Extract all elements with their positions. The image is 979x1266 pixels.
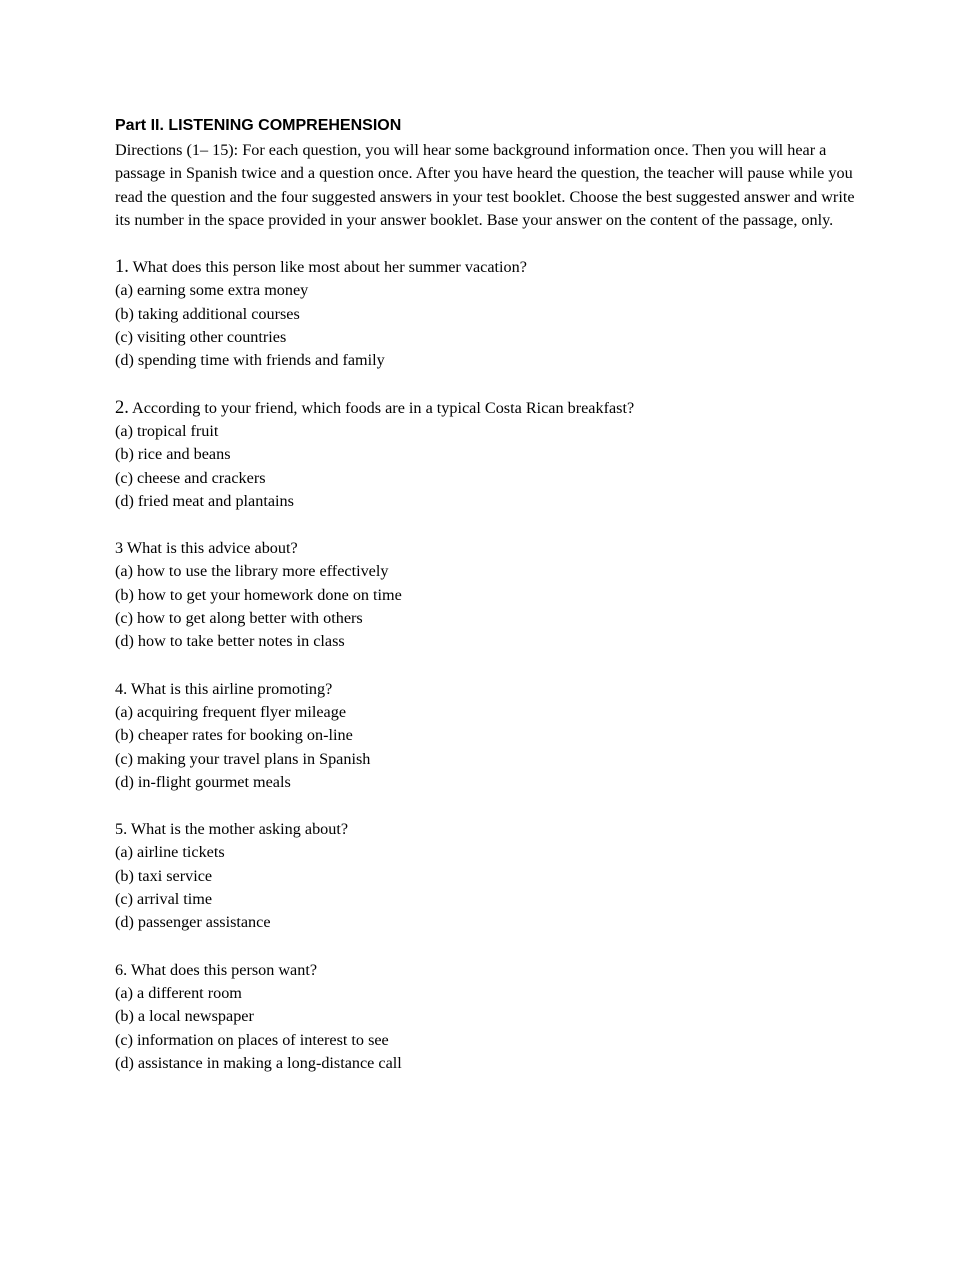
document-page [115,116,855,1075]
question-stem [115,256,855,279]
question-number: 2. [115,397,129,418]
answer-option: (c) visiting other countries [115,328,287,347]
question-stem [115,397,855,420]
answer-option: (a) acquiring frequent flyer mileage [115,702,347,721]
question-number: 4. [115,679,128,698]
answer-option: (a) a different room [115,983,242,1002]
question-6 [115,959,855,1075]
answer-option: (d) passenger assistance [115,913,271,932]
answer-option: (b) taking additional courses [115,304,300,323]
answer-option: (c) arrival time [115,890,213,909]
answer-option: (d) fried meat and plantains [115,491,294,510]
question-text: What is this airline promoting? [130,679,333,698]
answer-option: (c) information on places of interest to see [115,1030,389,1049]
question-number: 1. [115,257,129,278]
answer-option: (a) airline tickets [115,843,225,862]
answer-option: (c) making your travel plans in Spanish [115,749,371,768]
question-3 [115,537,855,653]
answer-option: (c) how to get along better with others [115,609,363,628]
question-number: 3 [115,539,124,558]
answer-option: (b) cheaper rates for booking on-line [115,726,353,745]
answer-option: (d) assistance in making a long-distance call [115,1053,402,1072]
answer-option: (d) spending time with friends and family [115,351,385,370]
answer-option: (a) tropical fruit [115,421,219,440]
answer-option: (b) taxi service [115,866,213,885]
question-stem [115,959,855,982]
question-1 [115,256,855,372]
directions-paragraph: Directions (1– 15): For each question, you will hear some background information once. Then you will hear a passage in Spanish twice and a question once. After you have heard the question, the teacher will pause while you read the question and the four suggested answers in your test booklet. Choose the best suggested answer and write its number in the space provided in your answer booklet. Base your answer on the content of the passage, only. [115,141,855,229]
question-2 [115,397,855,513]
answer-option: (a) earning some extra money [115,281,309,300]
answer-option: (c) cheese and crackers [115,468,266,487]
question-stem [115,537,855,560]
question-text: What is this advice about? [126,539,298,558]
question-4 [115,678,855,794]
question-5 [115,818,855,934]
section-heading: Part II. LISTENING COMPREHENSION [115,117,402,134]
question-stem [115,818,855,841]
answer-option: (b) rice and beans [115,445,231,464]
question-number: 5. [115,820,128,839]
answer-option: (a) how to use the library more effectively [115,562,389,581]
question-text: What does this person like most about her summer vacation? [128,258,527,277]
question-number: 6. [115,960,128,979]
answer-option: (d) in-flight gourmet meals [115,772,291,791]
question-text: What is the mother asking about? [130,820,349,839]
answer-option: (b) a local newspaper [115,1007,254,1026]
question-text: What does this person want? [130,960,318,979]
answer-option: (d) how to take better notes in class [115,632,345,651]
question-stem [115,678,855,701]
question-text: According to your friend, which foods are in a typical Costa Rican breakfast? [132,398,635,417]
answer-option: (b) how to get your homework done on time [115,585,402,604]
